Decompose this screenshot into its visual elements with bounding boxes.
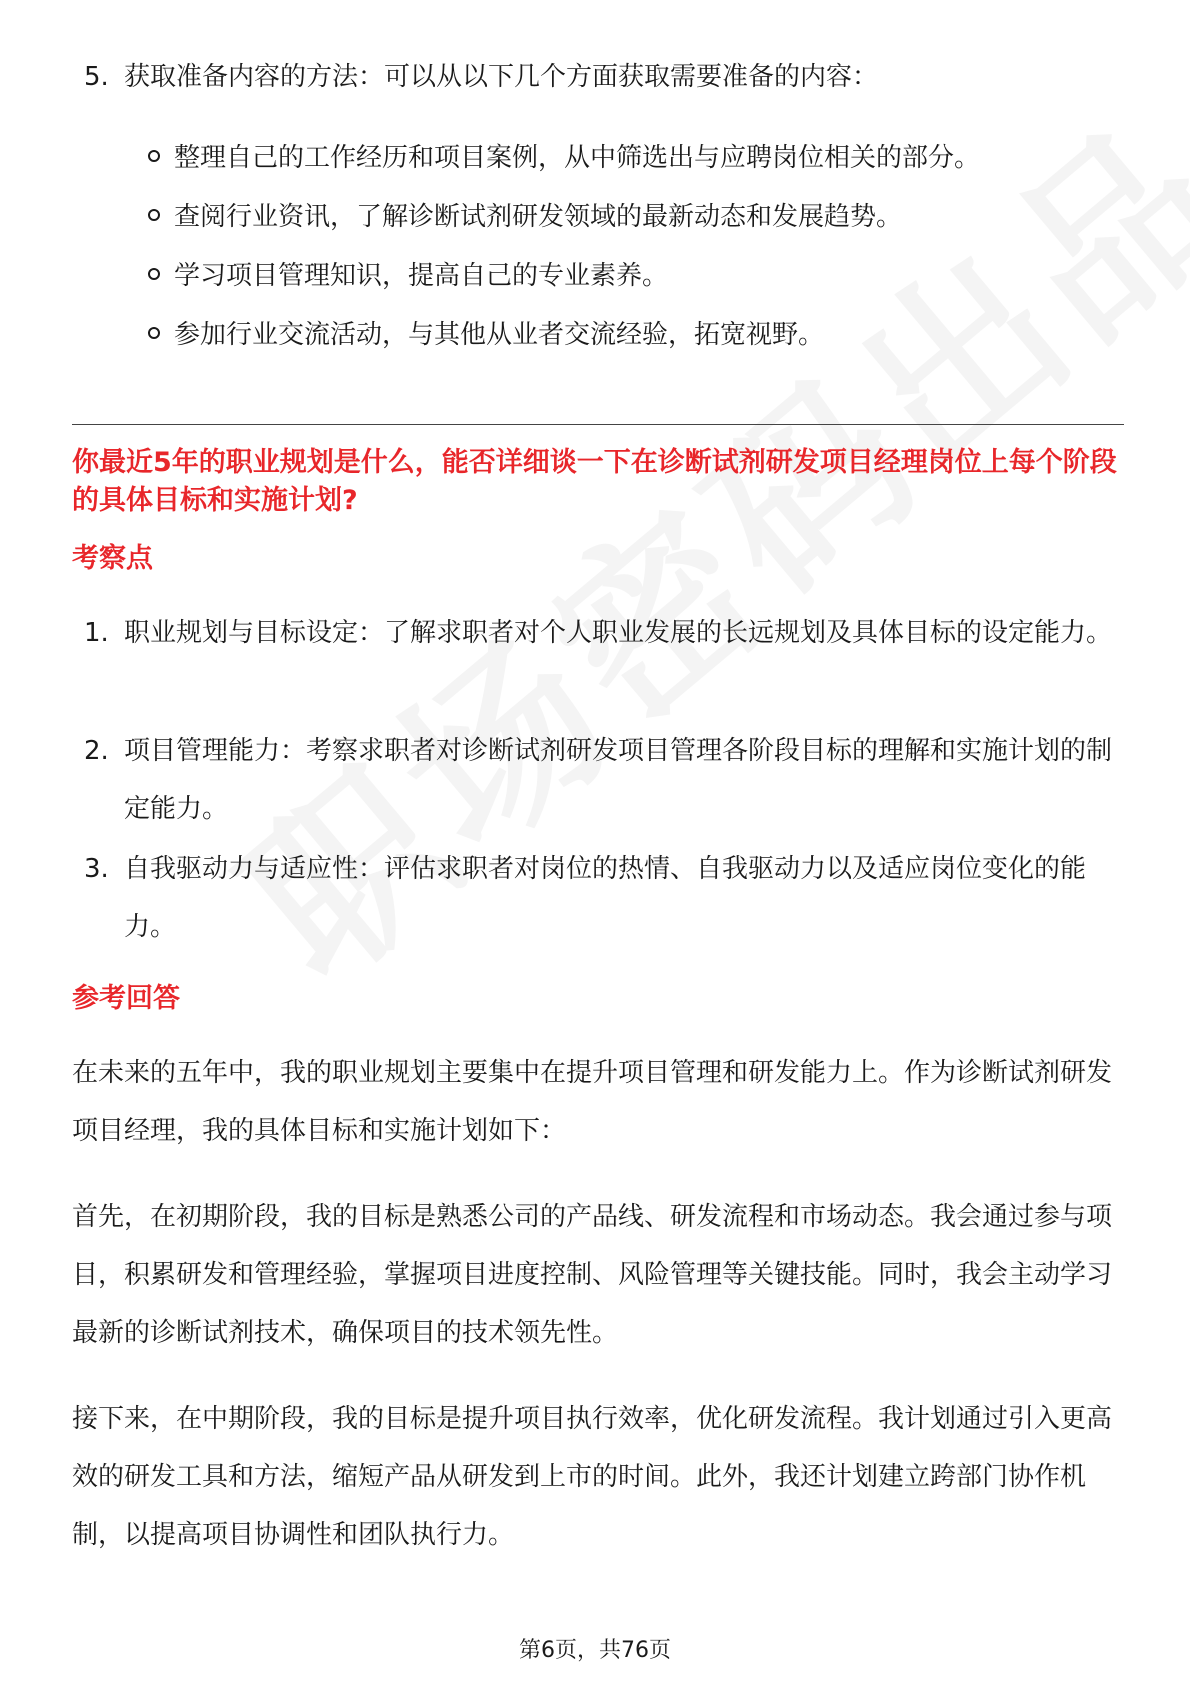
list-item (84, 840, 1124, 956)
list-item-number: 5. (84, 62, 109, 92)
section-divider (72, 424, 1124, 425)
list-item-number: 1. (84, 618, 109, 648)
bullet-icon (148, 150, 160, 162)
bullet-item (148, 138, 980, 178)
answer-paragraph: 在未来的五年中，我的职业规划主要集中在提升项目管理和研发能力上。作为诊断试剂研发项目经理，我的具体目标和实施计划如下： (72, 1058, 1113, 1146)
bullet-text: 查阅行业资讯，了解诊断试剂研发领域的最新动态和发展趋势。 (174, 202, 903, 232)
exam-points-title: 考察点 (72, 543, 153, 574)
list-item-number: 3. (84, 854, 109, 884)
answer-paragraph: 首先，在初期阶段，我的目标是熟悉公司的产品线、研发流程和市场动态。我会通过参与项目，积累研发和管理经验，掌握项目进度控制、风险管理等关键技能。同时，我会主动学习最新的诊断试剂技术，确保项目的技术领先性。 (72, 1202, 1113, 1348)
list-item-text: 自我驱动力与适应性：评估求职者对岗位的热情、自我驱动力以及适应岗位变化的能力。 (124, 854, 1087, 942)
list-item-text: 职业规划与目标设定：了解求职者对个人职业发展的长远规划及具体目标的设定能力。 (124, 618, 1113, 648)
bullet-icon (148, 268, 160, 280)
list-item (84, 604, 1124, 662)
bullet-item (148, 315, 824, 355)
list-item (84, 48, 1124, 106)
list-item-text: 获取准备内容的方法：可以从以下几个方面获取需要准备的内容： (124, 62, 879, 92)
list-item-text: 项目管理能力：考察求职者对诊断试剂研发项目管理各阶段目标的理解和实施计划的制定能力。 (124, 736, 1113, 824)
page-number: 第6页，共76页 (519, 1638, 671, 1663)
reference-title: 参考回答 (72, 983, 180, 1014)
list-item-number: 2. (84, 736, 109, 766)
bullet-text: 参加行业交流活动，与其他从业者交流经验，拓宽视野。 (174, 320, 825, 350)
bullet-item (148, 197, 902, 237)
bullet-text: 学习项目管理知识，提高自己的专业素养。 (174, 261, 669, 291)
bullet-icon (148, 327, 160, 339)
bullet-icon (148, 209, 160, 221)
bullet-item (148, 256, 668, 296)
list-item (84, 722, 1124, 838)
answer-paragraph: 接下来，在中期阶段，我的目标是提升项目执行效率，优化研发流程。我计划通过引入更高效的研发工具和方法，缩短产品从研发到上市的时间。此外，我还计划建立跨部门协作机制，以提高项目协调性和团队执行力。 (72, 1404, 1113, 1550)
question-heading: 你最近5年的职业规划是什么，能否详细谈一下在诊断试剂研发项目经理岗位上每个阶段的具体目标和实施计划? (72, 447, 1117, 516)
bullet-text: 整理自己的工作经历和项目案例，从中筛选出与应聘岗位相关的部分。 (174, 143, 981, 173)
